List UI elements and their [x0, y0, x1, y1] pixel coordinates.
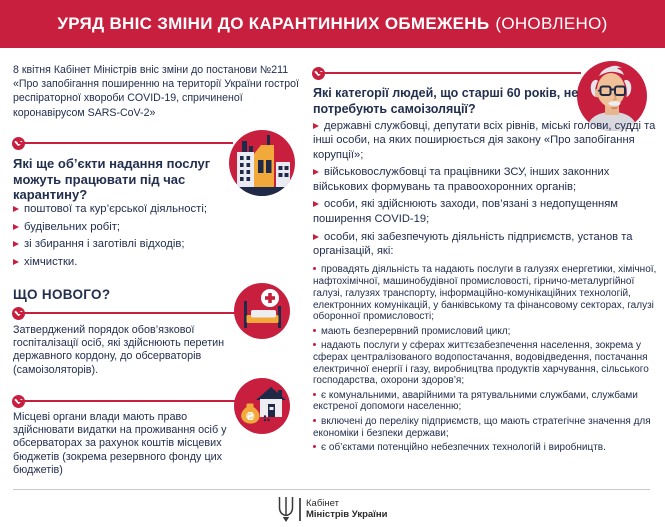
sub-list-item	[313, 340, 657, 387]
header-title: УРЯД ВНІС ЗМІНИ ДО КАРАНТИННИХ ОБМЕЖЕНЬ	[57, 14, 490, 33]
sub-list-item-text: включені до переліку підприємств, що мають стратегічне значення для економіки і безпеки держави;	[313, 415, 651, 439]
triangle-bullet-icon	[313, 169, 319, 175]
sub-list-item	[313, 390, 657, 414]
sub-list-item-text: провадять діяльність та надають послуги в галузях енергетики, хімічної, нафтохімічної, машинобудівної промисловості, гірничо-металургійної галузі, галузях транспорту, інформаційно-комунікаційних технологій, електронних комунікацій, у банківському та фінансовому секторах, галузі оборонної промисловості;	[313, 264, 657, 323]
list-item	[13, 202, 263, 216]
triangle-bullet-icon	[313, 123, 319, 129]
sub-list-item-text: є комунальними, аварійними та рятувальними службами, службами екстреної допомоги населенню;	[313, 389, 638, 413]
dot-bullet-icon	[313, 267, 316, 270]
connector-line	[18, 312, 238, 314]
dot-bullet-icon	[313, 419, 316, 422]
list-item-text: особи, які здійснюють заходи, пов’язані з недопущенням поширення COVID-19;	[313, 198, 618, 225]
list-item	[313, 119, 657, 162]
dot-bullet-icon	[313, 343, 316, 346]
tryzub-icon	[277, 496, 295, 522]
city-buildings-icon	[229, 130, 295, 196]
dot-bullet-icon	[313, 329, 316, 332]
section-heading-services: Які ще об’єкти надання послуг можуть працювати під час карантину?	[13, 156, 211, 202]
list-item	[313, 230, 657, 259]
whats-new-item-local-budgets: Місцеві органи влади мають право здійснювати видатки на проживання осіб у обсерваторах за рахунок коштів місцевих бюджетів (зокрема резервного фонду цих бюджетів)	[13, 411, 227, 476]
list-item	[13, 237, 263, 251]
list-item-text: зі збирання і заготівлі відходів;	[24, 238, 185, 250]
footer-divider	[13, 489, 650, 490]
list-item-text: будівельних робіт;	[24, 220, 121, 233]
list-item-text: особи, які забезпечують діяльність підприємств, установ та організацій, які:	[313, 230, 633, 257]
header-title-suffix: (ОНОВЛЕНО)	[495, 14, 608, 33]
section-heading-over-60: Які категорії людей, що старші 60 років, не потребують самоізоляції?	[313, 86, 579, 116]
list-item-text: хімчистки.	[24, 255, 78, 268]
intro-paragraph: 8 квітня Кабінет Міністрів вніс зміни до постанови №211 «Про запобігання поширенню на території України гострої респіраторної хвороби COVID-19, спричиненої коронавірусом SARS-CoV-2»	[13, 64, 299, 119]
triangle-bullet-icon	[13, 206, 19, 212]
triangle-bullet-icon	[313, 201, 319, 207]
list-item	[13, 220, 263, 234]
list-item-text: військовослужбовці та працівники ЗСУ, інших законних військових формувань та правоохоронних органів;	[313, 166, 610, 193]
section-heading-whats-new: ЩО НОВОГО?	[13, 287, 111, 302]
sub-list-item	[313, 264, 657, 323]
footer-separator-bar	[299, 498, 301, 521]
list-item-text: державні службовці, депутати всіх рівнів, міські голови, судді та інші особи, на яких поширюється дія закону «Про запобігання корупції»;	[313, 120, 656, 161]
sub-list-item	[313, 442, 657, 454]
list-item	[13, 255, 263, 269]
list-item	[313, 165, 657, 194]
triangle-bullet-icon	[313, 234, 319, 240]
dot-bullet-icon	[313, 393, 316, 396]
sub-list-item	[313, 416, 657, 440]
list-item	[313, 197, 657, 226]
triangle-bullet-icon	[13, 241, 19, 247]
sub-list-item-text: надають послуги у сферах життєзабезпечення населення, зокрема у сферах централізованого водопостачання, водовідведення, постачання електричної енергії і газу, виробництва продуктів харчування, сільського господарства, охорони здоров’я;	[313, 339, 649, 387]
triangle-bullet-icon	[13, 224, 19, 230]
list-item-text: поштової та кур’єрської діяльності;	[24, 203, 207, 215]
triangle-bullet-icon	[13, 259, 19, 265]
footer-org	[306, 499, 387, 521]
over-60-list	[313, 119, 657, 456]
dot-bullet-icon	[313, 445, 316, 448]
sub-list-item-text: є об’єктами потенційно небезпечних технологій і виробництв.	[321, 441, 606, 453]
footer-org-line2: Міністрів України	[306, 508, 388, 520]
svg-text:₴: ₴	[245, 410, 255, 423]
sub-list-item-text: мають безперервний промисловий цикл;	[321, 325, 511, 337]
connector-line	[318, 72, 581, 74]
services-bullet-list	[13, 202, 263, 272]
sub-list-item	[313, 326, 657, 338]
whats-new-item-hospitalization: Затверджений порядок обов’язкової госпіталізації осіб, які здійснюють перетин державного кордону, до обсерваторів (самоізоляторів).	[13, 324, 225, 376]
header-banner	[0, 0, 665, 48]
footer-org-line1: Кабінет	[306, 498, 339, 509]
connector-line	[18, 142, 233, 144]
connector-line	[18, 400, 238, 402]
